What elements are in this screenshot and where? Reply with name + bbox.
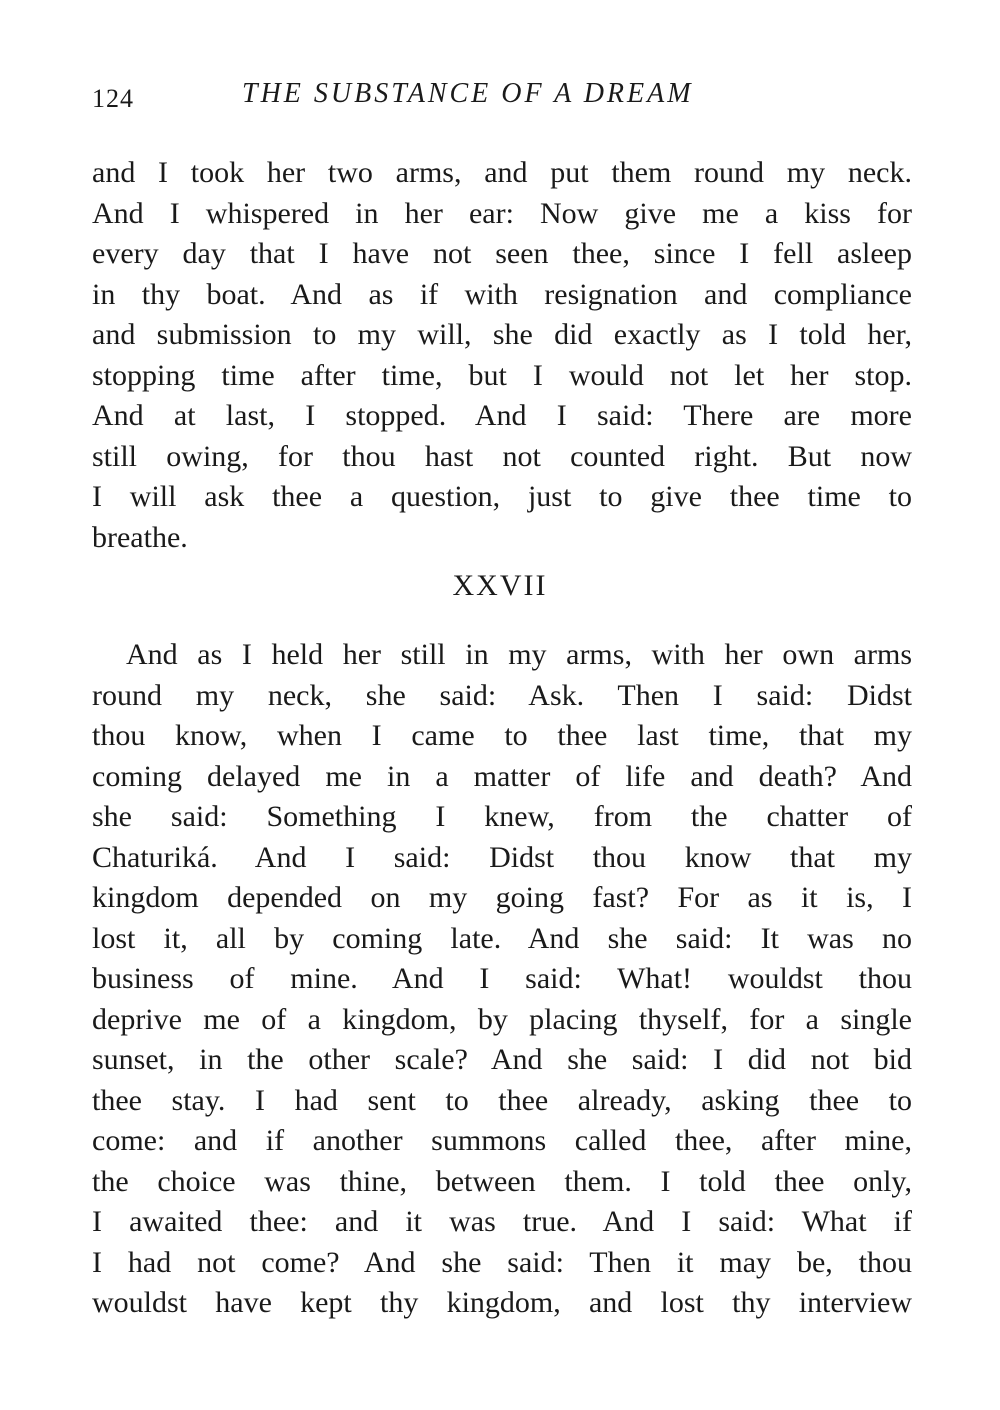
text-line: thou know, when I came to thee last time, that my bbox=[92, 719, 912, 752]
text-line: coming delayed me in a matter of life and death? And bbox=[92, 759, 912, 793]
text-line: come: and if another summons called thee, after mine, bbox=[92, 1124, 912, 1157]
text-line: round my neck, she said: Ask. Then I said: Didst bbox=[92, 678, 912, 712]
text-line: the choice was thine, between them. I told thee only, bbox=[92, 1164, 912, 1198]
text-line: in thy boat. And as if with resignation and compliance bbox=[92, 277, 912, 311]
paragraph bbox=[92, 635, 912, 1324]
text-line: And at last, I stopped. And I said: There are more bbox=[92, 399, 912, 432]
text-line: breathe. bbox=[92, 520, 188, 554]
text-line: And I whispered in her ear: Now give me a kiss for bbox=[92, 196, 912, 230]
text-line: thee stay. I had sent to thee already, asking thee to bbox=[92, 1083, 912, 1117]
text-line: stopping time after time, but I would not let her stop. bbox=[92, 358, 912, 392]
paragraph-continued bbox=[92, 153, 912, 558]
text-line: sunset, in the other scale? And she said: I did not bid bbox=[92, 1043, 912, 1076]
section-heading: XXVII bbox=[452, 569, 548, 602]
text-line: I had not come? And she said: Then it may be, thou bbox=[92, 1245, 912, 1279]
page-number: 124 bbox=[92, 84, 134, 113]
running-head bbox=[92, 78, 912, 118]
running-title: THE SUBSTANCE OF A DREAM bbox=[242, 78, 694, 109]
text-line: kingdom depended on my going fast? For as it is, I bbox=[92, 881, 912, 914]
text-line: every day that I have not seen thee, since I fell asleep bbox=[92, 237, 912, 270]
text-line: And as I held her still in my arms, with her own arms bbox=[126, 638, 912, 671]
text-line: Chaturiká. And I said: Didst thou know that my bbox=[92, 840, 912, 874]
text-line: lost it, all by coming late. And she said: It was no bbox=[92, 921, 912, 955]
text-line: and I took her two arms, and put them round my neck. bbox=[92, 156, 912, 189]
text-line: and submission to my will, she did exactly as I told her, bbox=[92, 318, 912, 351]
text-line: she said: Something I knew, from the chatter of bbox=[92, 800, 912, 833]
text-line: I awaited thee: and it was true. And I said: What if bbox=[92, 1205, 912, 1238]
text-line: deprive me of a kingdom, by placing thyself, for a single bbox=[92, 1002, 912, 1036]
text-line: I will ask thee a question, just to give thee time to bbox=[92, 480, 912, 513]
text-line: still owing, for thou hast not counted right. But now bbox=[92, 439, 912, 473]
text-line: business of mine. And I said: What! wouldst thou bbox=[92, 962, 912, 995]
text-line: wouldst have kept thy kingdom, and lost thy interview bbox=[92, 1286, 912, 1319]
